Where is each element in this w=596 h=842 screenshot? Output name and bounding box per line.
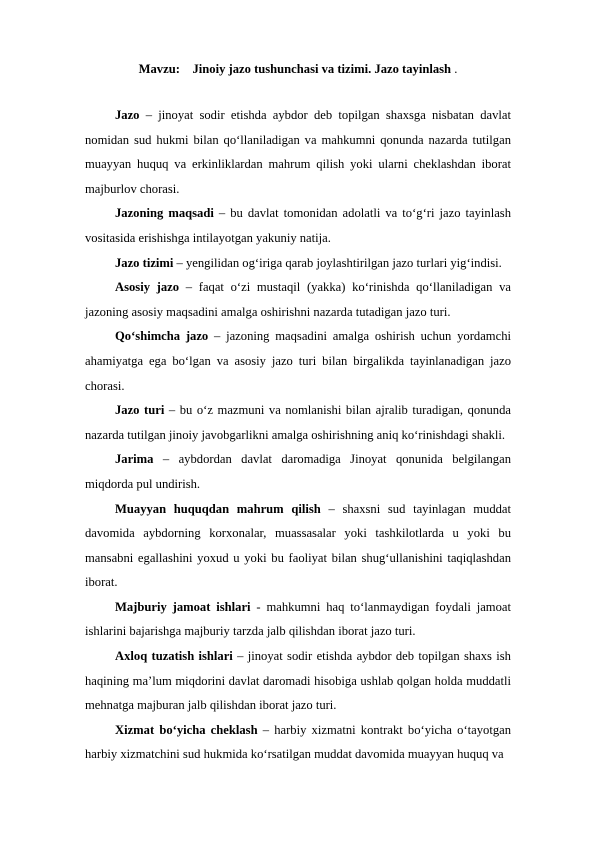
paragraph bbox=[85, 275, 511, 324]
title-trail: . bbox=[454, 62, 458, 76]
paragraph bbox=[85, 324, 511, 398]
paragraph-term: Jazo turi bbox=[115, 403, 165, 418]
paragraph bbox=[85, 103, 511, 201]
paragraph-term: Jazoning maqsadi bbox=[115, 206, 214, 221]
paragraph-term: Jazo bbox=[115, 108, 140, 122]
title-text: Jinoiy jazo tushunchasi va tizimi. Jazo tayinlash bbox=[192, 62, 452, 76]
paragraph-text: – jinoyat sodir etishda aybdor deb topilgan shaxs ish haqining ma’lum miqdorini davlat daromadi hisobiga ushlab qolgan holda muddatli mehnatga majburan jalb qilishdan iborat jazo turi. bbox=[85, 649, 511, 713]
document-title bbox=[85, 60, 511, 78]
paragraph-term: Asosiy jazo bbox=[115, 280, 180, 295]
paragraph bbox=[85, 644, 511, 718]
paragraph-term: Majburiy jamoat ishlari bbox=[115, 599, 251, 614]
paragraph-text: - mahkumni haq to‘lanmaydigan foydali jamoat ishlarini bajarishga majburiy tarzda jalb qilishdan iborat jazo turi. bbox=[85, 599, 511, 639]
paragraph bbox=[85, 718, 511, 767]
paragraph-term: Axloq tuzatish ishlari bbox=[115, 649, 233, 664]
paragraph bbox=[85, 398, 511, 447]
paragraph bbox=[85, 251, 511, 276]
paragraph-text: – aybdordan davlat daromadiga Jinoyat qonunida belgilangan miqdorda pul undirish. bbox=[85, 452, 511, 491]
paragraph-text: – yengilidan og‘iriga qarab joylashtirilgan jazo turlari yig‘indisi. bbox=[173, 255, 502, 270]
paragraph bbox=[85, 201, 511, 250]
paragraph-text: – harbiy xizmatni kontrakt bo‘yicha o‘tayotgan harbiy xizmatchini sud hukmida ko‘rsatilgan muddat davomida muayyan huquq va bbox=[85, 722, 512, 762]
paragraph-term: Muayyan huquqdan mahrum qilish bbox=[115, 501, 321, 516]
paragraph-text: – jazoning maqsadini amalga oshirish uchun yordamchi ahamiyatga ega bo‘lgan va asosiy jazo turi bilan birgalikda tayinlanadigan jazo chorasi. bbox=[85, 329, 511, 393]
paragraph bbox=[85, 595, 511, 644]
paragraph-term: Xizmat bo‘yicha cheklash bbox=[115, 722, 258, 737]
paragraph-text: – jinoyat sodir etishda aybdor deb topilgan shaxsga nisbatan davlat nomidan sud hukmi bilan qo‘llaniladigan va mahkumni qonunda nazarda tutilgan muayyan huquq va erkinliklardan mahrum qilish yoki ularni cheklashdan iborat majburlov chorasi. bbox=[85, 108, 511, 196]
paragraph-text: – bu o‘z mazmuni va nomlanishi bilan ajralib turadigan, qonunda nazarda tutilgan jinoiy javobgarlikni amalga oshirishning aniq ko‘rinishdagi shakli. bbox=[85, 403, 511, 442]
paragraph bbox=[85, 447, 511, 496]
paragraph bbox=[85, 497, 511, 595]
title-label: Mavzu: bbox=[138, 62, 180, 76]
paragraph-text: – shaxsni sud tayinlagan muddat davomida aybdorning korxonalar, muassasalar yoki tashkilotlarda u yoki bu mansabni egallashini yoxud u yoki bu faoliyat bilan shug‘ullanishini taqiqlashdan iborat. bbox=[85, 501, 512, 590]
document-body bbox=[85, 103, 511, 767]
paragraph-text: – bu davlat tomonidan adolatli va to‘g‘ri jazo tayinlash vositasida erishishga intilayotgan yakuniy natija. bbox=[85, 206, 511, 245]
paragraph-text: – faqat o‘zi mustaqil (yakka) ko‘rinishda qo‘llaniladigan va jazoning asosiy maqsadini amalga oshirishni nazarda tutadigan jazo turi. bbox=[85, 280, 511, 319]
paragraph-term: Jarima bbox=[115, 452, 154, 467]
paragraph-term: Qo‘shimcha jazo bbox=[115, 329, 209, 344]
paragraph-term: Jazo tizimi bbox=[115, 255, 174, 270]
